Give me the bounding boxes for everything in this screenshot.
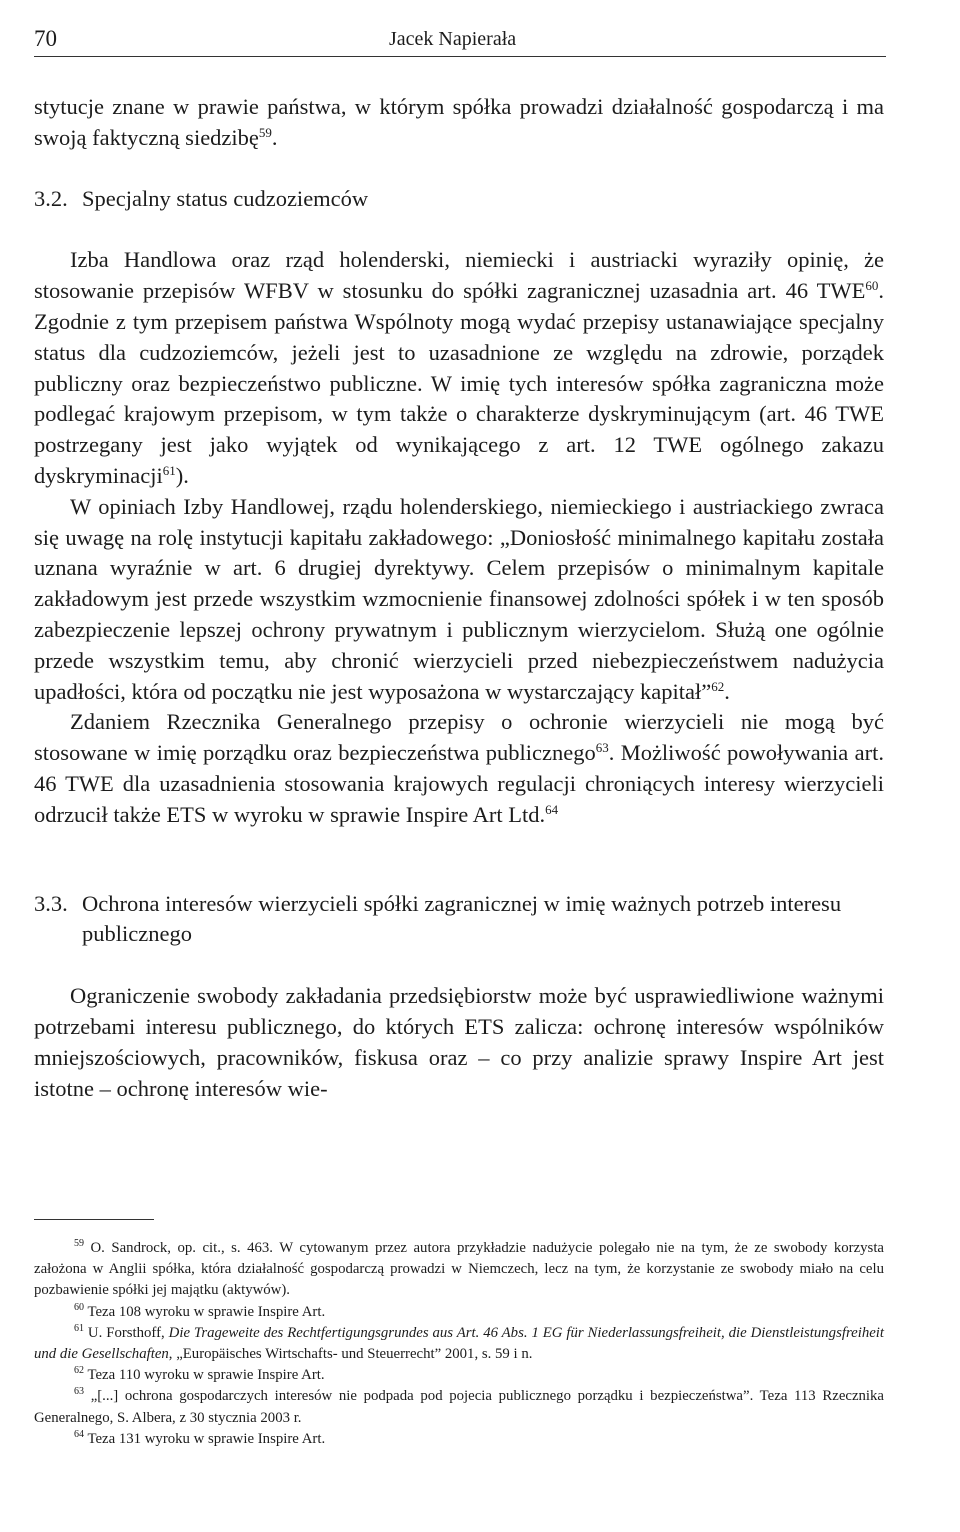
footnote-ref-62[interactable]: 62	[711, 678, 725, 694]
footnote-59: $^{59}$ O. Sandrock, op. cit., s. 463. W cytowanym przez autora przykładzie nadużycie polegało nie na tym, że ze swobody korzysta założona w Anglii spółka, która działalność gospodarczą prowadzi w Niemczech, lecz na tym, że korzystanie ze swobody miało na celu pozbawienie spółki jej majątku (aktywów).	[34, 1238, 884, 1299]
page-number: 70	[34, 26, 57, 51]
section-title: Specjalny status cudzoziemców	[82, 185, 369, 211]
footnote-ref-59[interactable]: 59	[258, 125, 272, 140]
footnote-ref-60[interactable]: 60	[865, 278, 879, 294]
section-title: Ochrona interesów wierzycieli spółki zagranicznej w imię ważnych potrzeb interesu publicznego	[82, 890, 842, 947]
paragraph-special-status: Izba Handlowa oraz rząd holenderski, niemiecki i austriacki wyraziły opinię, że stosowanie przepisów WFBV w stosunku do spółki zagranicznej uzasadnia art. 46 TWE$^{60}$. Zgodnie z tym przepisem państwa Wspólnoty mogą wydać przepisy ustanawiające specjalny status dla cudzoziemców, jeżeli jest to uzasadnione ze względu na zdrowie, porządek publiczny oraz bezpieczeństwo publiczne. W imię tych interesów spółka zagraniczna może podlegać krajowym przepisom, w tym także o charakterze dyskryminującym (art. 46 TWE postrzegany jest jako wyjątek od wynikającego z art. 12 TWE ogólnego zakazu dyskryminacji$^{61}$).	[34, 247, 884, 488]
footnote-64: $^{64}$ Teza 131 wyroku w sprawie Inspire Art.	[74, 1428, 326, 1447]
paragraph-restriction: Ograniczenie swobody zakładania przedsiębiorstw może być usprawiedliwione ważnymi potrzebami interesu publicznego, do których ETS zalicza: ochronę interesów wspólników mniejszościowych, pracowników, fiskusa oraz – co przy analizie sprawy Inspire Art jest istotne – ochronę interesów wie-	[34, 983, 884, 1101]
section-heading-3-2	[34, 184, 884, 215]
section-heading-3-3	[34, 889, 884, 951]
footnote-62: $^{62}$ Teza 110 wyroku w sprawie Inspire Art.	[74, 1365, 325, 1384]
paragraph-continued: stytucje znane w prawie państwa, w którym spółka prowadzi działalność gospodarczą i ma swoją faktyczną siedzibę$^{59}$.	[34, 94, 884, 150]
footnote-ref-61[interactable]: 61	[162, 463, 176, 479]
footnote-60: $^{60}$ Teza 108 wyroku w sprawie Inspire Art.	[74, 1301, 326, 1320]
footnote-ref-64[interactable]: 64	[545, 801, 559, 817]
footnote-63: $^{63}$ „[...] ochrona gospodarczych interesów nie podpada pod pojecia publicznego porządku i bezpieczeństwa”. Teza 113 Rzecznika Generalnego, S. Albera, z 30 stycznia 2003 r.	[34, 1386, 884, 1426]
paragraph-opinions: W opiniach Izby Handlowej, rządu holenderskiego, niemieckiego i austriackiego zwraca się uwagę na rolę instytucji kapitału zakładowego: „Doniosłość minimalnego kapitału została uznana wyraźnie w art. 6 drugiej dyrektywy. Celem przepisów o minimalnym kapitale zakładowym jest przede wszystkim wzmocnienie finansowej zdolności spółek i w ten sposób zabezpieczenie lepszej ochrony prywatnym i publicznym wierzycielom. Służą one ogólnie przede wszystkim temu, aby chronić wierzycieli przed niebezpieczeństwem nadużycia upadłości, która od początku nie jest wyposażona w wystarczający kapitał”$^{62}$.	[34, 493, 884, 704]
cited-work-title: Die Trageweite des Rechtfertigungsgrundes aus Art. 46 Abs. 1 EG für Niederlassungsfreiheit, die Dienstleistungsfreiheit und die Gesellschaften	[34, 1324, 885, 1363]
footnote-ref-63[interactable]: 63	[595, 740, 609, 756]
footnotes	[34, 1238, 884, 1450]
running-header	[34, 26, 886, 57]
main-text	[34, 92, 884, 1104]
paragraph-advocate-general: Zdaniem Rzecznika Generalnego przepisy o ochronie wierzycieli nie mogą być stosowane w imię porządku oraz bezpieczeństwa publicznego$^{63}$. Możliwość powoływania art. 46 TWE dla uzasadnienia stosowania krajowych regulacji chroniących interesy wierzycieli odrzucił także ETS w wyroku w sprawie Inspire Art Ltd.$^{64}$	[34, 709, 884, 827]
section-number: 3.3.	[34, 890, 68, 916]
footnote-separator	[34, 1219, 154, 1220]
footnote-61: $^{61}$ U. Forsthoff, Die Trageweite des Rechtfertigungsgrundes aus Art. 46 Abs. 1 EG für Niederlassungsfreiheit, die Dienstleistungsfreiheit und die Gesellschaften, „Europäisches Wirtschafts- und Steuerrecht” 2001, s. 59 i n.	[34, 1322, 885, 1363]
running-head-author: Jacek Napierała	[389, 28, 517, 50]
section-number: 3.2.	[34, 185, 68, 211]
